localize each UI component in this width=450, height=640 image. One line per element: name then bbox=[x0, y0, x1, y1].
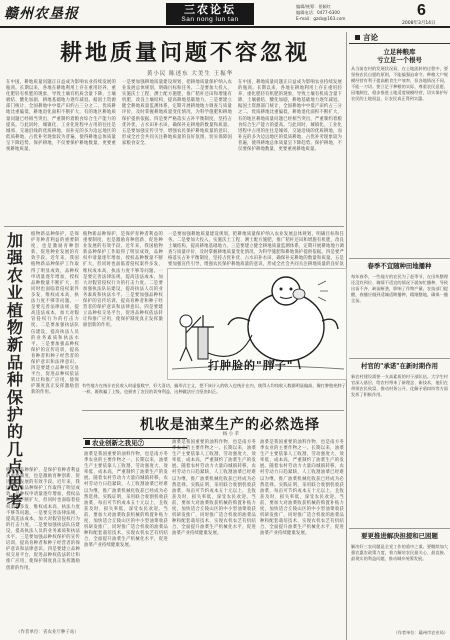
vertical-headline-char: 物 bbox=[6, 317, 23, 337]
second-body-col-1: 油菜是我国重要的油料作物，也是南方冬季农业的主要作物之一。长期以来，油菜生产主要依靠人工收割，劳动强度大、效率低、成本高，严重制约了油菜生产的发展。随着农村劳动力大量向城镇转移，农村劳动力日趋紧缺，人工收割油菜已经难以为继，推广油菜机械化收获已经成为必然选择。实践证明，采用联合收割机收获油菜，每亩可节约成本五十元以上，且收获及时、损失率低，深受农民欢迎。当前，要加大对油菜收获机械的购置补贴力度，加快适合丘陵山区的中小型油菜收获机研发推广，同时推广适合机收的油菜品种和配套栽培技术，实现农机农艺有机结合，全面提升油菜生产机械化水平，促进油菜产业持续健康发展。 bbox=[84, 452, 168, 549]
main-headline: 耕地质量问题不容忽视 bbox=[59, 40, 310, 66]
section-divider bbox=[82, 410, 344, 411]
vertical-headline-char: 保 bbox=[6, 387, 23, 407]
commentary-author-4: （作者单位：赣州市农业局） bbox=[393, 630, 448, 635]
vertical-headline-char: 强 bbox=[6, 248, 23, 268]
vertical-headline-char: 考 bbox=[6, 491, 23, 511]
cartoon-title: 打肿脸的"胖子" bbox=[208, 359, 294, 372]
plant-article-author: （作者单位：省农业厅种子站） bbox=[16, 630, 79, 635]
commentary-title-4: 要更推进解决担提和已困题 bbox=[361, 532, 438, 540]
vertical-headline-char: 几 bbox=[6, 439, 23, 459]
commentary-header-label: 言论 bbox=[363, 33, 378, 42]
vertical-headline-char: 种 bbox=[6, 370, 23, 390]
second-body-col-3: 油菜是我国重要的油料作物，也是南方冬季农业的主要作物之一。长期以来，油菜生产主要依靠人工收割，劳动强度大、效率低、成本高，严重制约了油菜生产的发展。随着农村劳动力大量向城镇转移，农村劳动力日趋紧缺，人工收割油菜已经难以为继，推广油菜机械化收获已经成为必然选择。实践证明，采用联合收割机收获油菜，每亩可节约成本五十元以上，且收获及时、损失率低，深受农民欢迎。当前，要加大对油菜收获机械的购置补贴力度，加快适合丘陵山区的中小型油菜收获机研发推广，同时推广适合机收的油菜品种和配套栽培技术，实现农机农艺有机结合，全面提升油菜生产机械化水平，促进油菜产业持续健康发展。 bbox=[260, 440, 344, 537]
plant-article-col-1: 植物新品种保护，是保护育种者利益的重要制度，也是激励育种创新、促进种业发展的有效手段。近年来，我国植物新品种保护工作取得了明显成效，品种权申请量逐年增加，授权品种数量不断扩大，但同时也面临着侵权案件多发、维权成本高、执法力度不够等问题。一是要完善法律法规，提高违法成本，加大对假冒侵权行为的打击力度。二是要加强执法队伍建设，提高执法人员的业务素质和执法水平。三是要加强品种权保护的宣传培训，提高育种者和种子经营者的保护意识和法律意识。四是要建立品种权交易平台，促进品种权依法转让和推广应用，使保护制度真正发挥激励创新的作用。 bbox=[31, 232, 79, 396]
column-tag-label: 农业创新之我见⑦ bbox=[92, 439, 144, 447]
commentary-title-3: 村官的"承诺"在新时期作用 bbox=[361, 362, 438, 370]
main-body-col-1: 在中国，耕地质量问题正日益成为影响农业持续发展的瓶颈。长期以来，各地在耕地利用上存在重用轻养、重化肥轻有机肥的现象，导致土壤有机质含量下降、土壤板结、酸化加剧，耕地基础地力逐年减退。据国土资源部门统计，全国耕地中中低产田约占三分之二，优质耕地比重偏低，耕地退化面积不断扩大，有的地区耕地质量问题已经相当突出，严重制约着粮食综合生产能力的提高。与此同时，城镇化、工业化进程中占用的往往是城郊、交通沿线的优质耕地，而补充的多为边远地区的低质耕地，占优补劣现象较为普遍，使得耕地总体质量呈下降趋势。保护耕地，不仅要保护耕地数量，更要重视耕地质量。 bbox=[6, 80, 116, 153]
vertical-headline-char: 思 bbox=[6, 474, 23, 494]
section-pinyin: San nong lun tan bbox=[181, 16, 239, 23]
masthead bbox=[0, 0, 450, 28]
issue-date: 2008年3月14日 bbox=[402, 21, 436, 26]
commentary-body-1: 从当前农村的发展状况看，在土地流转的过程中，要坚持农民自愿的原则，不能搞强迫命令。种粮大户规模经营有利于提高粮食生产效率，但各地情况不同，不能一刀切。要立足于种粮的实际，尊重农民意愿，因地制宜，稳步推进土地适度规模经营，切实保护好农民的土地权益，让农民真正得到实惠。 bbox=[351, 66, 448, 101]
section-divider bbox=[4, 226, 344, 227]
section-banner bbox=[166, 3, 254, 25]
commentary-divider bbox=[349, 528, 450, 529]
square-bullet-icon bbox=[85, 440, 90, 445]
commentary-body-4: 解决好三农问题是全党工作的重中之重。要继续加大强农惠农政策力度，着力解决农民最关心、最直接、最现实的利益问题，推动城乡统筹发展。 bbox=[351, 544, 448, 561]
phone-info: 编辑电话：0477-6300 bbox=[296, 10, 340, 15]
vertical-headline-char: 新 bbox=[6, 335, 23, 355]
cartoon-illustration bbox=[167, 268, 347, 380]
commentary-column bbox=[349, 32, 450, 640]
second-headline: 机收是油菜生产的必然选择 bbox=[140, 417, 320, 433]
email-info: E-mail：gzsb@163.com bbox=[296, 16, 346, 21]
vertical-headline-char: 加 bbox=[6, 231, 23, 250]
vertical-headline-char: 点 bbox=[6, 457, 23, 477]
commentary-body-2: 每年春季，一些地方的农民为了赶季节，在田块整理还没有到位、墒情不适宜的情况下就匆忙播种，导致出苗不齐、缺苗断垄，影响了作物产量。农技部门提醒，春播应做到适墒适期播种，精细整地，确保一播全苗。 bbox=[351, 274, 448, 303]
vertical-headline-char: 护 bbox=[6, 404, 23, 424]
main-body-col-3: 在中国，耕地质量问题正日益成为影响农业持续发展的瓶颈。长期以来，各地在耕地利用上存在重用轻养、重化肥轻有机肥的现象，导致土壤有机质含量下降、土壤板结、酸化加剧，耕地基础地力逐年减退。据国土资源部门统计，全国耕地中中低产田约占三分之二，优质耕地比重偏低，耕地退化面积不断扩大，有的地区耕地质量问题已经相当突出，严重制约着粮食综合生产能力的提高。与此同时，城镇化、工业化进程中占用的往往是城郊、交通沿线的优质耕地，而补充的多为边远地区的低质耕地，占优补劣现象较为普遍，使得耕地总体质量呈下降趋势。保护耕地，不仅要保护耕地数量，更要重视耕地质量。 bbox=[238, 80, 342, 153]
vertical-headline-char: 植 bbox=[6, 300, 23, 320]
vertical-headline-char: 品 bbox=[6, 352, 23, 372]
commentary-divider bbox=[349, 358, 450, 359]
commentary-divider bbox=[349, 258, 450, 259]
vertical-headline-char: 的 bbox=[6, 422, 23, 442]
plant-article-col-3: 植物新品种保护，是保护育种者利益的重要制度，也是激励育种创新、促进种业发展的有效手段。近年来，我国植物新品种保护工作取得了明显成效，品种权申请量逐年增加，授权品种数量不断扩大，但同时也面临着侵权案件多发、维权成本高、执法力度不够等问题。一是要完善法律法规，提高违法成本，加大对假冒侵权行为的打击力度。二是要加强执法队伍建设，提高执法人员的业务素质和执法水平。三是要加强品种权保护的宣传培训，提高育种者和种子经营者的保护意识和法律意识。四是要建立品种权交易平台，促进品种权依法转让和推广应用，使保护制度真正发挥激励创新的作用。 bbox=[6, 468, 80, 571]
second-body-col-2: 油菜是我国重要的油料作物，也是南方冬季农业的主要作物之一。长期以来，油菜生产主要依靠人工收割，劳动强度大、效率低、成本高，严重制约了油菜生产的发展。随着农村劳动力大量向城镇转移，农村劳动力日趋紧缺，人工收割油菜已经难以为继，推广油菜机械化收获已经成为必然选择。实践证明，采用联合收割机收获油菜，每亩可节约成本五十元以上，且收获及时、损失率低，深受农民欢迎。当前，要加大对油菜收获机械的购置补贴力度，加快适合丘陵山区的中小型油菜收获机研发推广，同时推广适合机收的油菜品种和配套栽培技术，实现农机农艺有机结合，全面提升油菜生产机械化水平，促进油菜产业持续健康发展。 bbox=[172, 440, 256, 537]
cartoon-intro-text: 一是要加强耕地质量建设规划，把耕地质量保护纳入农业发展总体规划，明确目标和任务。二是要加大投入，实施沃土工程、测土配方施肥，推广秸秆还田和增施有机肥，改良土壤结构，提高耕地基础地力。三是要建立健全耕地质量监测体系，定期开展耕地地力调查与质量评价，及时掌握耕地质量变化情况，为科学施肥和耕地保护提供依据。四是要严格落实占补平衡制度，坚持占优补优、占水田补水田，确保补充耕地的数量和质量。五是要加强宣传引导，增强农民保护耕地质量的意识，形成全社会共同关注耕地质量的良好氛 bbox=[168, 232, 344, 268]
page-number: 6 bbox=[417, 2, 426, 19]
main-byline: 黄小民 陈述东 大美生 王振华 bbox=[146, 71, 234, 77]
cartoon-caption: 有些地方在统计农民收入时虚报数字，好大喜功，搞形式主义，把不该计入的收入也统计在内，使得人均纯收入数据明显偏高，像打肿脸充胖子一样，既欺骗了上级，也损害了农民的切身利益，这种做法应当坚决纠正。 bbox=[82, 383, 346, 394]
vertical-headline-char: 农 bbox=[6, 265, 23, 285]
second-byline: 杨 小 苹 bbox=[222, 432, 240, 437]
commentary-header bbox=[349, 32, 450, 44]
section-title: 三农论坛 bbox=[184, 3, 236, 16]
plant-article-col-2: 植物新品种保护，是保护育种者利益的重要制度，也是激励育种创新、促进种业发展的有效手段。近年来，我国植物新品种保护工作取得了明显成效，品种权申请量逐年增加，授权品种数量不断扩大，但同时也面临着侵权案件多发、维权成本高、执法力度不够等问题。一是要完善法律法规，提高违法成本，加大对假冒侵权行为的打击力度。二是要加强执法队伍建设，提高执法人员的业务素质和执法水平。三是要加强品种权保护的宣传培训，提高育种者和种子经营者的保护意识和法律意识。四是要建立品种权交易平台，促进品种权依法转让和推广应用，使保护制度真正发挥激励创新的作用。 bbox=[83, 232, 163, 329]
editor-info: 编辑/统筹：景颖红 bbox=[296, 4, 331, 9]
commentary-title-2: 春季不宜随种田地播种 bbox=[367, 262, 432, 270]
square-bullet-icon bbox=[355, 35, 360, 40]
commentary-body-3: 新农村建设需要一支高素质的村干部队伍。大学生村官深入基层，给农村带来了新理念、新技术，他们在带领农民致富、推动村务公开、化解矛盾纠纷等方面发挥了积极作用。 bbox=[351, 374, 448, 397]
vertical-headline-char: 业 bbox=[6, 283, 23, 303]
commentary-title-1: 立足种粮库 亏立足一个根号 bbox=[377, 48, 422, 65]
main-body-col-2: 一是要加强耕地质量建设规划，把耕地质量保护纳入农业发展总体规划，明确目标和任务。二是要加大投入，实施沃土工程、测土配方施肥，推广秸秆还田和增施有机肥，改良土壤结构，提高耕地基础地力。三是要建立健全耕地质量监测体系，定期开展耕地地力调查与质量评价，及时掌握耕地质量变化情况，为科学施肥和耕地保护提供依据。四是要严格落实占补平衡制度，坚持占优补优、占水田补水田，确保补充耕地的数量和质量。五是要加强宣传引导，增强农民保护耕地质量的意识，形成全社会共同关注耕地质量的良好氛围，切实保障国家粮食安全。 bbox=[122, 80, 232, 146]
newspaper-name: 赣州农垦报 bbox=[4, 6, 79, 22]
